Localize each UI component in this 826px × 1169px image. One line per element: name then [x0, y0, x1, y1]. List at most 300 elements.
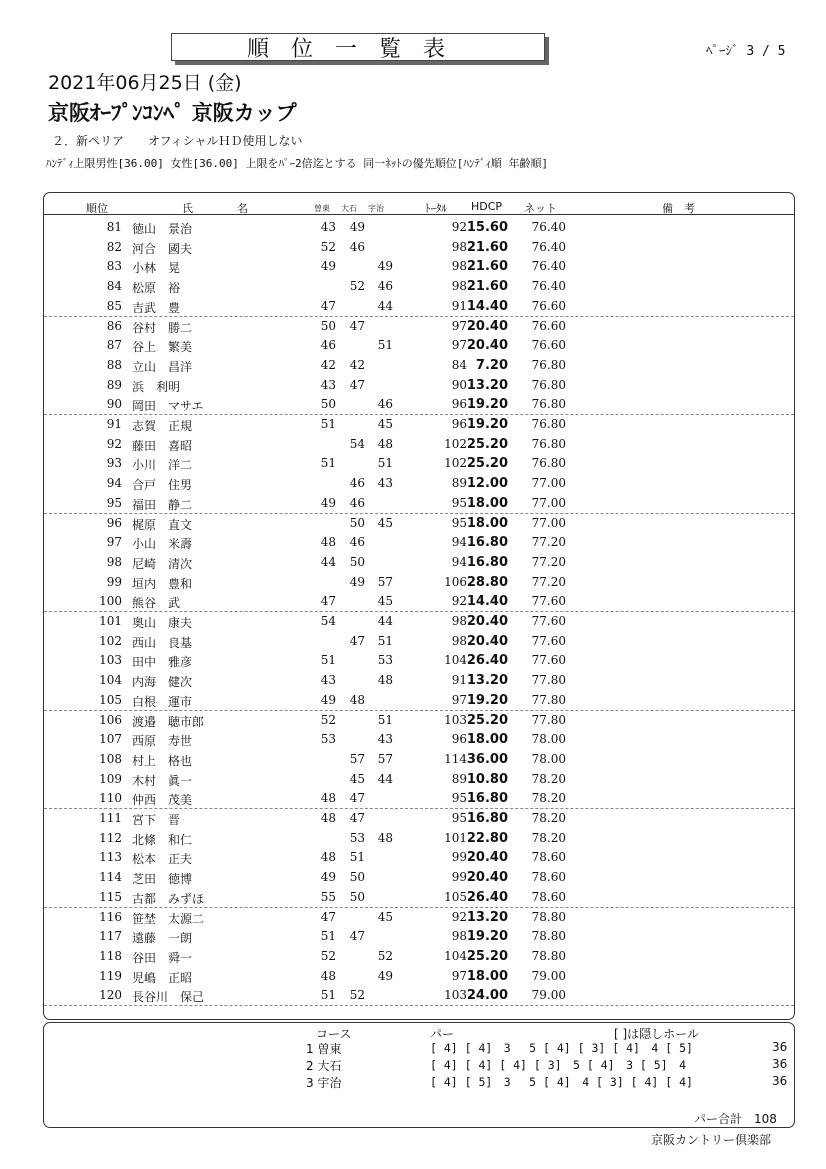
- cell-rank: 94: [106, 476, 122, 491]
- cell-net: 77.60: [531, 614, 566, 628]
- cell-rank: 106: [99, 712, 122, 727]
- page-number: ﾍﾟｰｼﾞ 3 / 5: [706, 44, 786, 59]
- cell-rank: 107: [99, 732, 122, 747]
- table-row: [44, 769, 794, 789]
- cell-name: 藤田 喜昭: [132, 438, 193, 453]
- cell-net: 76.40: [531, 279, 566, 294]
- cell-name: 白根 運市: [132, 694, 193, 709]
- table-row: [44, 237, 794, 257]
- cell-s2: 50: [349, 515, 365, 530]
- event-name: 京阪ｵｰﾌﾟﾝｺﾝﾍﾟ 京阪カップ: [48, 101, 297, 125]
- cell-s2: 57: [349, 751, 365, 766]
- cell-net: 76.80: [531, 417, 566, 431]
- cell-hdcp: 13.20: [466, 673, 508, 689]
- cell-net: 78.20: [531, 771, 566, 786]
- cell-s3: 51: [377, 633, 393, 648]
- cell-net: 77.00: [531, 476, 566, 491]
- table-row: [44, 355, 794, 375]
- cell-s2: 47: [349, 929, 365, 944]
- cell-hdcp: 36.00: [466, 751, 508, 767]
- cell-total: 92: [451, 220, 467, 234]
- cell-total: 97: [451, 318, 467, 333]
- cell-s3: 48: [377, 830, 393, 845]
- cell-hdcp: 14.40: [466, 594, 508, 610]
- table-row: [44, 453, 794, 473]
- cell-hdcp: 18.00: [466, 515, 508, 531]
- cell-hdcp: 25.20: [466, 948, 508, 964]
- col-total: ﾄｰﾀﾙ: [425, 202, 447, 215]
- cell-total: 91: [451, 673, 467, 688]
- par-total: パー合計 108: [694, 1112, 777, 1126]
- cell-s3: 44: [377, 771, 393, 786]
- cell-s1: 52: [320, 712, 336, 727]
- cell-net: 77.00: [531, 495, 566, 510]
- table-row: [44, 335, 794, 355]
- cell-s2: 53: [349, 830, 365, 845]
- cell-net: 77.80: [531, 692, 566, 707]
- cell-hdcp: 19.20: [466, 397, 508, 413]
- cell-name: 立山 昌洋: [132, 359, 193, 374]
- col-remarks: 備 考: [662, 202, 695, 215]
- cell-s2: 50: [349, 870, 365, 885]
- cell-s2: 45: [349, 771, 365, 786]
- cell-net: 78.60: [531, 850, 566, 865]
- course-name: 1 曽東: [306, 1042, 342, 1056]
- cell-total: 105: [444, 889, 467, 904]
- cell-net: 78.20: [531, 811, 566, 825]
- cell-rank: 114: [99, 870, 122, 885]
- cell-total: 98: [451, 633, 467, 648]
- cell-net: 77.80: [531, 712, 566, 727]
- col-hdcp: HDCP: [471, 200, 503, 213]
- cell-rank: 92: [106, 436, 122, 451]
- table-row: [44, 572, 794, 592]
- cell-total: 95: [451, 515, 467, 530]
- course-row: [44, 1040, 794, 1056]
- cell-s1: 48: [320, 535, 336, 550]
- cell-hdcp: 21.60: [466, 239, 508, 255]
- cell-net: 77.00: [531, 515, 566, 530]
- course-total: 36: [772, 1057, 788, 1071]
- cell-name: 河合 國夫: [132, 241, 193, 256]
- cell-net: 77.80: [531, 673, 566, 688]
- cell-s1: 47: [320, 909, 336, 924]
- cell-s1: 49: [320, 692, 336, 707]
- cell-hdcp: 16.80: [466, 535, 508, 551]
- cell-total: 104: [444, 653, 467, 668]
- cell-s3: 44: [377, 614, 393, 628]
- cell-s3: 51: [377, 456, 393, 471]
- cell-rank: 115: [99, 889, 122, 904]
- cell-hdcp: 26.40: [466, 653, 508, 669]
- cell-net: 76.80: [531, 377, 566, 392]
- cell-s3: 45: [377, 515, 393, 530]
- cell-name: 渡邉 聴市郎: [132, 714, 205, 729]
- course-row: [44, 1057, 794, 1073]
- col-name-1: 氏: [182, 202, 193, 215]
- cell-hdcp: 13.20: [466, 909, 508, 925]
- cell-total: 114: [444, 751, 467, 766]
- cell-s3: 52: [377, 948, 393, 963]
- cell-net: 78.00: [531, 732, 566, 747]
- cell-s1: 48: [320, 968, 336, 983]
- cell-name: 梶原 直文: [132, 517, 193, 532]
- cell-total: 99: [451, 850, 467, 865]
- course-total: 36: [772, 1040, 788, 1054]
- cell-total: 97: [451, 338, 467, 353]
- cell-name: 児嶋 正昭: [132, 970, 193, 985]
- club-name: 京阪カントリー倶楽部: [651, 1133, 772, 1147]
- cell-name: 芝田 徳博: [132, 872, 193, 887]
- table-row: [44, 375, 794, 395]
- cell-rank: 117: [99, 929, 122, 944]
- cell-name: 志賀 正規: [132, 419, 193, 433]
- cell-s1: 43: [320, 377, 336, 392]
- cell-s3: 57: [377, 574, 393, 589]
- cell-rank: 111: [99, 811, 122, 825]
- cell-rank: 88: [106, 357, 122, 372]
- cell-name: 徳山 景治: [132, 222, 193, 236]
- table-row: [44, 867, 794, 887]
- table-row: [44, 729, 794, 749]
- cell-total: 94: [451, 554, 467, 569]
- cell-rank: 102: [99, 633, 122, 648]
- cell-total: 99: [451, 870, 467, 885]
- cell-s1: 50: [320, 397, 336, 412]
- cell-total: 98: [451, 259, 467, 274]
- cell-hdcp: 18.00: [466, 495, 508, 511]
- cell-rank: 118: [99, 948, 122, 963]
- cell-net: 79.00: [531, 988, 566, 1003]
- cell-total: 91: [451, 298, 467, 313]
- cell-name: 西山 良基: [132, 635, 193, 650]
- cell-total: 101: [444, 830, 467, 845]
- cell-rank: 99: [106, 574, 122, 589]
- cell-hdcp: 19.20: [466, 929, 508, 945]
- cell-net: 77.60: [531, 594, 566, 609]
- cell-s1: 50: [320, 318, 336, 333]
- cell-total: 103: [444, 988, 467, 1003]
- cell-hdcp: 20.40: [466, 614, 508, 629]
- cell-total: 98: [451, 614, 467, 628]
- table-row: [44, 749, 794, 769]
- table-row: [44, 493, 794, 514]
- page-title: 順位一覧表: [246, 37, 467, 62]
- cell-name: 小林 晃: [132, 261, 181, 276]
- cell-s1: 47: [320, 594, 336, 609]
- cell-total: 89: [451, 476, 467, 491]
- cell-name: 木村 眞一: [132, 773, 193, 788]
- table-row: [44, 296, 794, 317]
- cell-s2: 50: [349, 554, 365, 569]
- cell-net: 76.40: [531, 259, 566, 274]
- cell-name: 吉武 豊: [132, 300, 181, 315]
- par-label: パー: [430, 1027, 455, 1041]
- course-name: 3 宇治: [306, 1076, 342, 1090]
- cell-s2: 47: [349, 791, 365, 806]
- cell-s2: 47: [349, 811, 365, 825]
- cell-rank: 119: [99, 968, 122, 983]
- cell-hdcp: 20.40: [466, 870, 508, 886]
- cell-total: 98: [451, 929, 467, 944]
- cell-rank: 93: [106, 456, 122, 471]
- cell-s3: 49: [377, 259, 393, 274]
- cell-net: 78.80: [531, 948, 566, 963]
- cell-s2: 42: [349, 357, 365, 372]
- cell-name: 内海 健次: [132, 675, 193, 690]
- cell-net: 76.80: [531, 456, 566, 471]
- table-row: [44, 631, 794, 651]
- cell-hdcp: 26.40: [466, 889, 508, 905]
- scoring-rule: ２．新ペリア オフィシャルＨＤ使用しない: [52, 134, 303, 148]
- cell-net: 76.80: [531, 357, 566, 372]
- table-row: [44, 946, 794, 966]
- cell-rank: 89: [106, 377, 122, 392]
- course-total: 36: [772, 1074, 788, 1088]
- cell-s3: 45: [377, 417, 393, 431]
- cell-rank: 81: [106, 220, 122, 234]
- col-course-3: 宇治: [368, 204, 384, 213]
- course-par-table: [43, 1022, 795, 1128]
- cell-net: 78.60: [531, 870, 566, 885]
- table-row: [44, 926, 794, 946]
- cell-rank: 105: [99, 692, 122, 707]
- table-row: [44, 256, 794, 276]
- cell-hdcp: 13.20: [466, 377, 508, 393]
- cell-name: 松本 正夫: [132, 852, 193, 867]
- cell-name: 垣内 豊和: [132, 576, 193, 591]
- cell-rank: 86: [106, 318, 122, 333]
- cell-net: 78.80: [531, 929, 566, 944]
- cell-s1: 51: [320, 417, 336, 431]
- cell-s2: 47: [349, 318, 365, 333]
- cell-total: 96: [451, 417, 467, 431]
- cell-hdcp: 25.20: [466, 436, 508, 452]
- course-holes: [ 4] [ 4] [ 4] [ 3] 5 [ 4] 3 [ 5] 4: [430, 1058, 687, 1072]
- cell-s2: 49: [349, 574, 365, 589]
- table-row: [44, 513, 794, 533]
- cell-total: 97: [451, 692, 467, 707]
- cell-total: 94: [451, 535, 467, 550]
- course-holes: [ 4] [ 4] 3 5 [ 4] [ 3] [ 4] 4 [ 5]: [430, 1041, 693, 1055]
- cell-hdcp: 22.80: [466, 830, 508, 846]
- cell-hdcp: 20.40: [466, 850, 508, 866]
- cell-hdcp: 7.20: [475, 357, 508, 373]
- cell-name: 小川 洋二: [132, 458, 193, 473]
- cell-s3: 45: [377, 594, 393, 609]
- cell-rank: 87: [106, 338, 122, 353]
- cell-name: 長谷川 保己: [132, 990, 205, 1005]
- col-course-1: 曽東: [314, 204, 330, 213]
- cell-hdcp: 10.80: [466, 771, 508, 787]
- cell-name: 松原 裕: [132, 281, 181, 296]
- table-row: [44, 887, 794, 908]
- cell-name: 小山 米壽: [132, 537, 193, 552]
- cell-net: 76.40: [531, 239, 566, 254]
- col-course-2: 大石: [341, 204, 357, 213]
- cell-s3: 53: [377, 653, 393, 668]
- cell-name: 遠藤 一朗: [132, 931, 193, 946]
- handicap-rule: ﾊﾝﾃﾞｨ上限男性[36.00] 女性[36.00] 上限をﾊﾟｰ2倍迄とする 同一ﾈｯﾄの優先順位[ﾊﾝﾃﾞｨ順 年齢順]: [46, 157, 549, 170]
- cell-total: 96: [451, 732, 467, 747]
- cell-s3: 45: [377, 909, 393, 924]
- table-row: [44, 394, 794, 415]
- cell-s3: 43: [377, 732, 393, 747]
- hidden-hole-note: [ ]は隠しホール: [614, 1027, 699, 1041]
- cell-s1: 48: [320, 850, 336, 865]
- table-row: [44, 552, 794, 572]
- cell-name: 村上 格也: [132, 753, 193, 768]
- cell-s3: 51: [377, 712, 393, 727]
- cell-rank: 120: [99, 988, 122, 1003]
- cell-s2: 48: [349, 692, 365, 707]
- cell-total: 98: [451, 279, 467, 294]
- cell-total: 96: [451, 397, 467, 412]
- cell-name: 岡田 マサエ: [132, 399, 204, 414]
- table-row: [44, 966, 794, 986]
- cell-s3: 43: [377, 476, 393, 491]
- table-row: [44, 217, 794, 237]
- cell-hdcp: 18.00: [466, 732, 508, 748]
- course-name: 2 大石: [306, 1059, 342, 1073]
- table-row: [44, 907, 794, 927]
- cell-net: 76.60: [531, 298, 566, 313]
- cell-s3: 49: [377, 968, 393, 983]
- cell-hdcp: 20.40: [466, 633, 508, 649]
- cell-total: 103: [444, 712, 467, 727]
- table-row: [44, 591, 794, 612]
- cell-s3: 46: [377, 279, 393, 294]
- cell-rank: 95: [106, 495, 122, 510]
- cell-rank: 112: [99, 830, 122, 845]
- table-row: [44, 788, 794, 809]
- cell-rank: 91: [106, 417, 122, 431]
- cell-name: 北條 和仁: [132, 832, 193, 847]
- table-row: [44, 650, 794, 670]
- col-rank: 順位: [86, 202, 108, 215]
- cell-total: 97: [451, 968, 467, 983]
- cell-net: 79.00: [531, 968, 566, 983]
- cell-hdcp: 28.80: [466, 574, 508, 590]
- cell-s3: 46: [377, 397, 393, 412]
- cell-hdcp: 18.00: [466, 968, 508, 984]
- event-date: 2021年06月25日 (金): [48, 72, 242, 94]
- cell-total: 89: [451, 771, 467, 786]
- cell-s1: 51: [320, 653, 336, 668]
- cell-hdcp: 21.60: [466, 259, 508, 275]
- cell-s3: 48: [377, 673, 393, 688]
- cell-net: 77.20: [531, 535, 566, 550]
- table-row: [44, 611, 794, 631]
- cell-s1: 51: [320, 929, 336, 944]
- cell-s2: 49: [349, 220, 365, 234]
- cell-s1: 49: [320, 495, 336, 510]
- cell-net: 78.00: [531, 751, 566, 766]
- cell-rank: 100: [99, 594, 122, 609]
- cell-rank: 96: [106, 515, 122, 530]
- cell-rank: 109: [99, 771, 122, 786]
- cell-s1: 52: [320, 948, 336, 963]
- cell-s1: 54: [320, 614, 336, 628]
- cell-name: 谷田 舜一: [132, 950, 193, 965]
- cell-total: 92: [451, 594, 467, 609]
- cell-rank: 113: [99, 850, 122, 865]
- cell-total: 95: [451, 791, 467, 806]
- cell-s1: 44: [320, 554, 336, 569]
- cell-s3: 51: [377, 338, 393, 353]
- cell-hdcp: 16.80: [466, 811, 508, 826]
- cell-net: 77.20: [531, 574, 566, 589]
- cell-hdcp: 14.40: [466, 298, 508, 314]
- cell-hdcp: 19.20: [466, 692, 508, 708]
- col-net: ネット: [524, 202, 557, 215]
- cell-hdcp: 20.40: [466, 318, 508, 334]
- table-row: [44, 434, 794, 454]
- cell-s3: 57: [377, 751, 393, 766]
- cell-s1: 48: [320, 791, 336, 806]
- cell-s3: 48: [377, 436, 393, 451]
- cell-s3: 44: [377, 298, 393, 313]
- cell-net: 77.60: [531, 633, 566, 648]
- cell-rank: 90: [106, 397, 122, 412]
- table-row: [44, 808, 794, 828]
- cell-net: 78.60: [531, 889, 566, 904]
- cell-s2: 47: [349, 633, 365, 648]
- cell-total: 106: [444, 574, 467, 589]
- cell-net: 78.20: [531, 791, 566, 806]
- cell-rank: 110: [99, 791, 122, 806]
- cell-name: 宮下 晋: [132, 813, 181, 827]
- cell-name: 谷村 勝二: [132, 320, 193, 335]
- cell-rank: 83: [106, 259, 122, 274]
- cell-rank: 116: [99, 909, 122, 924]
- cell-hdcp: 24.00: [466, 988, 508, 1004]
- cell-s1: 55: [320, 889, 336, 904]
- cell-s1: 43: [320, 673, 336, 688]
- cell-name: 仲西 茂美: [132, 793, 193, 808]
- cell-rank: 84: [106, 279, 122, 294]
- cell-s2: 47: [349, 377, 365, 392]
- cell-rank: 101: [99, 614, 122, 628]
- cell-name: 福田 静二: [132, 497, 193, 512]
- cell-total: 102: [444, 436, 467, 451]
- cell-net: 76.60: [531, 318, 566, 333]
- cell-hdcp: 21.60: [466, 279, 508, 295]
- cell-net: 76.60: [531, 338, 566, 353]
- cell-name: 奥山 康夫: [132, 616, 193, 630]
- cell-name: 田中 雅彦: [132, 655, 193, 670]
- cell-hdcp: 15.60: [466, 220, 508, 235]
- cell-rank: 98: [106, 554, 122, 569]
- cell-name: 浜 利明: [132, 379, 181, 394]
- cell-s2: 52: [349, 279, 365, 294]
- cell-total: 84: [451, 357, 467, 372]
- cell-hdcp: 19.20: [466, 417, 508, 432]
- cell-s2: 46: [349, 495, 365, 510]
- table-row: [44, 532, 794, 552]
- cell-hdcp: 25.20: [466, 712, 508, 728]
- cell-s2: 54: [349, 436, 365, 451]
- cell-s1: 47: [320, 298, 336, 313]
- cell-name: 合戸 住男: [132, 478, 193, 493]
- cell-rank: 103: [99, 653, 122, 668]
- cell-s2: 46: [349, 239, 365, 254]
- cell-s1: 49: [320, 259, 336, 274]
- cell-total: 102: [444, 456, 467, 471]
- cell-total: 98: [451, 239, 467, 254]
- course-row: [44, 1074, 794, 1090]
- table-row: [44, 473, 794, 493]
